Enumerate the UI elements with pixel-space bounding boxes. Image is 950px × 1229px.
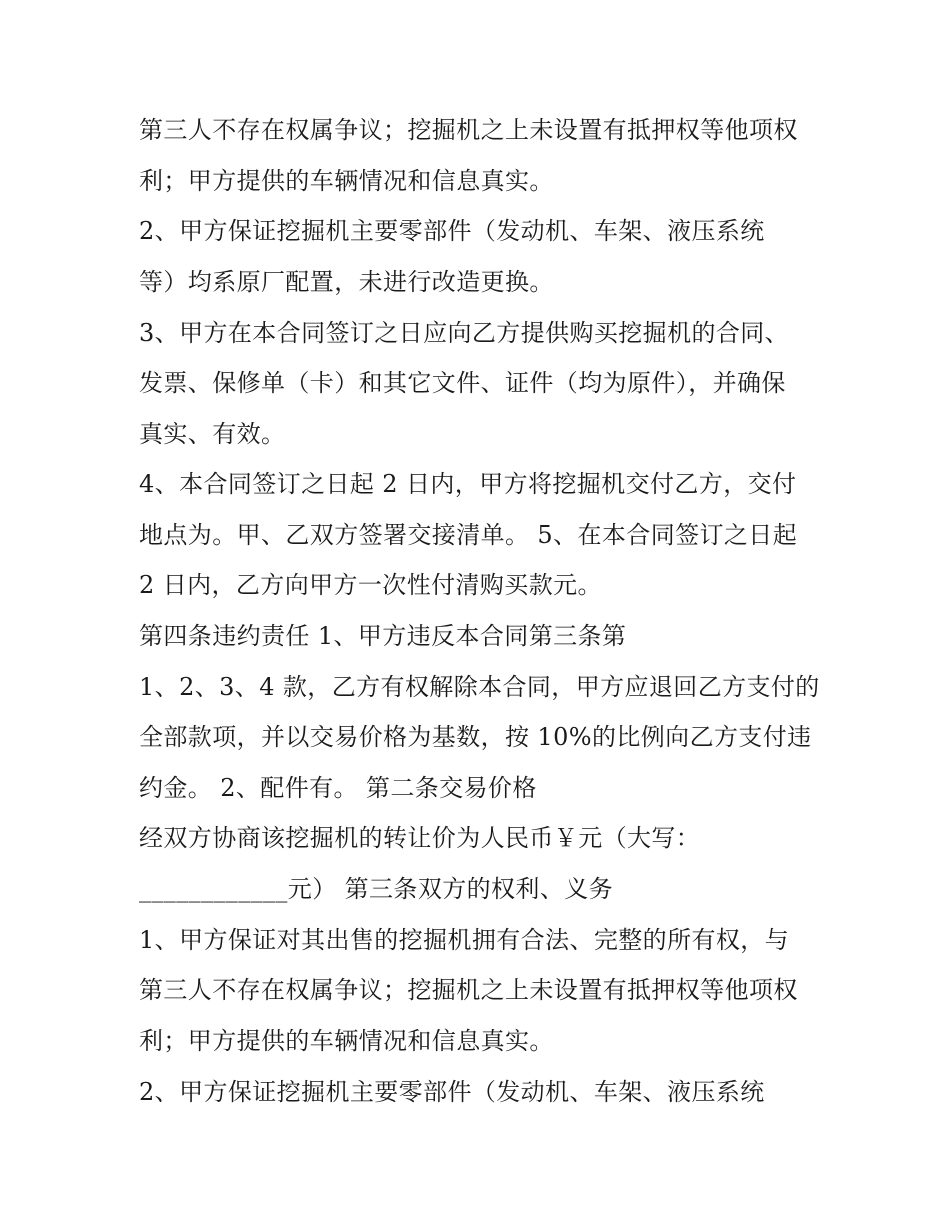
text-line: 等）均系原厂配置，未进行改造更换。 xyxy=(139,268,554,296)
text-line: 2、甲方保证挖掘机主要零部件（发动机、车架、液压系统 xyxy=(139,1078,765,1106)
text-line: 4、本合同签订之日起 2 日内，甲方将挖掘机交付乙方，交付 xyxy=(139,470,797,498)
text-line: 2 日内，乙方向甲方一次性付清购买款元。 xyxy=(139,571,602,599)
text-line: 3、甲方在本合同签订之日应向乙方提供购买挖掘机的合同、 xyxy=(139,319,790,347)
text-line: 第三人不存在权属争议；挖掘机之上未设置有抵押权等他项权 xyxy=(139,116,798,144)
text-line: 约金。 2、配件有。 第二条交易价格 xyxy=(139,774,537,802)
text-line: 地点为。甲、乙双方签署交接清单。 5、在本合同签订之日起 xyxy=(139,521,798,549)
text-line: 利；甲方提供的车辆情况和信息真实。 xyxy=(139,167,554,195)
text-line: 发票、保修单（卡）和其它文件、证件（均为原件），并确保 xyxy=(139,369,786,397)
text-line: 1、甲方保证对其出售的挖掘机拥有合法、完整的所有权，与 xyxy=(139,926,790,954)
text-line: 第四条违约责任 1、甲方违反本合同第三条第 xyxy=(139,622,627,650)
text-line: 利；甲方提供的车辆情况和信息真实。 xyxy=(139,1027,554,1055)
text-line: 经双方协商该挖掘机的转让价为人民币￥元（大写： xyxy=(139,824,701,852)
text-line: 1、2、3、4 款，乙方有权解除本合同，甲方应退回乙方支付的 xyxy=(139,673,820,701)
text-line: 2、甲方保证挖掘机主要零部件（发动机、车架、液压系统 xyxy=(139,217,765,245)
text-line: ____________元） 第三条双方的权利、义务 xyxy=(139,875,614,903)
text-line: 第三人不存在权属争议；挖掘机之上未设置有抵押权等他项权 xyxy=(139,976,798,1004)
text-line: 全部款项，并以交易价格为基数，按 10%的比例向乙方支付违 xyxy=(139,723,812,751)
text-line: 真实、有效。 xyxy=(139,420,286,448)
